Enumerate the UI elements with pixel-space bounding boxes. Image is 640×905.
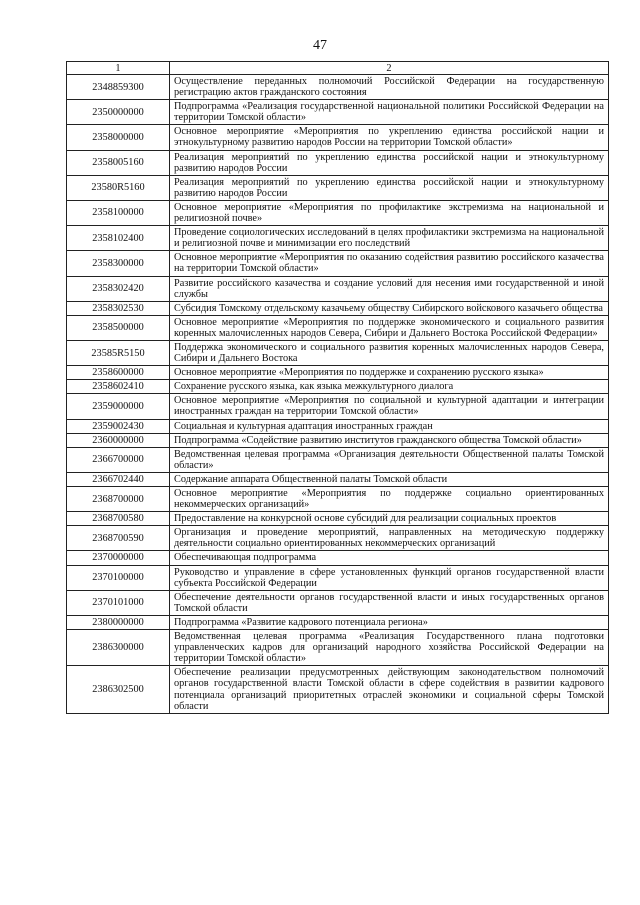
row-code: 2370100000	[67, 565, 170, 590]
table-row	[67, 75, 609, 100]
row-code: 2358100000	[67, 200, 170, 225]
table-row	[67, 226, 609, 251]
row-code: 2359000000	[67, 394, 170, 419]
table-row	[67, 276, 609, 301]
row-description: Обеспечивающая подпрограмма	[170, 551, 609, 565]
row-code: 2358000000	[67, 125, 170, 150]
table-row	[67, 487, 609, 512]
row-description: Обеспечение деятельности органов государственной власти и иных государственных органов Томской области	[170, 590, 609, 615]
row-description: Содержание аппарата Общественной палаты Томской области	[170, 472, 609, 486]
row-description: Подпрограмма «Развитие кадрового потенциала региона»	[170, 615, 609, 629]
row-code: 2348859300	[67, 75, 170, 100]
table-row	[67, 630, 609, 666]
row-code: 2358500000	[67, 315, 170, 340]
table-row	[67, 100, 609, 125]
row-description: Реализация мероприятий по укреплению единства российской нации и этнокультурному развитию народов России	[170, 150, 609, 175]
table-row	[67, 340, 609, 365]
row-code: 2358602410	[67, 380, 170, 394]
table-row	[67, 512, 609, 526]
table-row	[67, 125, 609, 150]
table-header-row	[67, 62, 609, 75]
row-code: 23585R5150	[67, 340, 170, 365]
table-row	[67, 301, 609, 315]
table-body	[67, 75, 609, 714]
table-row	[67, 150, 609, 175]
row-code: 2370101000	[67, 590, 170, 615]
row-description: Реализация мероприятий по укреплению единства российской нации и этнокультурному развитию народов России	[170, 175, 609, 200]
table-row	[67, 565, 609, 590]
row-description: Подпрограмма «Содействие развитию институтов гражданского общества Томской области»	[170, 433, 609, 447]
table-row	[67, 590, 609, 615]
row-code: 2358102400	[67, 226, 170, 251]
table-row	[67, 380, 609, 394]
row-description: Основное мероприятие «Мероприятия по укреплению единства российской нации и этнокультурному развитию народов России на территории Томской области»	[170, 125, 609, 150]
table-row	[67, 666, 609, 713]
table-row	[67, 175, 609, 200]
table-row	[67, 433, 609, 447]
row-description: Основное мероприятие «Мероприятия по поддержке социально ориентированных некоммерческих организаций»	[170, 487, 609, 512]
row-description: Поддержка экономического и социального развития коренных малочисленных народов Севера, Сибири и Дальнего Востока	[170, 340, 609, 365]
row-code: 2358300000	[67, 251, 170, 276]
row-code: 2368700000	[67, 487, 170, 512]
column-header-code: 1	[67, 62, 170, 75]
row-code: 2368700590	[67, 526, 170, 551]
table-row	[67, 447, 609, 472]
page-number: 47	[313, 38, 327, 53]
row-description: Развитие российского казачества и создание условий для несения ими государственной и иной службы	[170, 276, 609, 301]
row-code: 2380000000	[67, 615, 170, 629]
row-description: Основное мероприятие «Мероприятия по оказанию содействия развитию российского казачества на территории Томской области»	[170, 251, 609, 276]
row-description: Подпрограмма «Реализация государственной национальной политики Российской Федерации на территории Томской области»	[170, 100, 609, 125]
row-description: Социальная и культурная адаптация иностранных граждан	[170, 419, 609, 433]
row-description: Основное мероприятие «Мероприятия по поддержке и сохранению русского языка»	[170, 366, 609, 380]
table-row	[67, 315, 609, 340]
row-code: 2358005160	[67, 150, 170, 175]
row-code: 2386300000	[67, 630, 170, 666]
row-description: Субсидия Томскому отдельскому казачьему обществу Сибирского войскового казачьего общества	[170, 301, 609, 315]
row-code: 2366702440	[67, 472, 170, 486]
row-description: Ведомственная целевая программа «Реализация Государственного плана подготовки управленческих кадров для организаций народного хозяйства Российской Федерации на территории Томской области»	[170, 630, 609, 666]
row-description: Организация и проведение мероприятий, направленных на методическую поддержку деятельности социально ориентированных некоммерческих организаций	[170, 526, 609, 551]
row-code: 2370000000	[67, 551, 170, 565]
table-row	[67, 251, 609, 276]
table-row	[67, 551, 609, 565]
row-description: Основное мероприятие «Мероприятия по профилактике экстремизма на национальной и религиозной почве»	[170, 200, 609, 225]
table-row	[67, 419, 609, 433]
table-row	[67, 526, 609, 551]
row-code: 2350000000	[67, 100, 170, 125]
table-row	[67, 615, 609, 629]
row-description: Предоставление на конкурсной основе субсидий для реализации социальных проектов	[170, 512, 609, 526]
row-code: 2358302530	[67, 301, 170, 315]
row-description: Руководство и управление в сфере установленных функций органов государственной власти субъекта Российской Федерации	[170, 565, 609, 590]
row-description: Ведомственная целевая программа «Организация деятельности Общественной палаты Томской области»	[170, 447, 609, 472]
row-description: Сохранение русского языка, как языка межкультурного диалога	[170, 380, 609, 394]
classification-table	[66, 61, 609, 714]
row-code: 2360000000	[67, 433, 170, 447]
row-code: 23580R5160	[67, 175, 170, 200]
table-row	[67, 472, 609, 486]
row-code: 2358600000	[67, 366, 170, 380]
row-description: Осуществление переданных полномочий Российской Федерации на государственную регистрацию актов гражданского состояния	[170, 75, 609, 100]
row-code: 2358302420	[67, 276, 170, 301]
row-description: Проведение социологических исследований в целях профилактики экстремизма на национальной и религиозной почве и минимизации его последствий	[170, 226, 609, 251]
table-row	[67, 200, 609, 225]
table-row	[67, 394, 609, 419]
row-code: 2386302500	[67, 666, 170, 713]
row-description: Основное мероприятие «Мероприятия по поддержке экономического и социального развития коренных малочисленных народов Севера, Сибири и Дальнего Востока Российской Федерации»	[170, 315, 609, 340]
row-description: Обеспечение реализации предусмотренных действующим законодательством полномочий органов государственной власти Томской области в сфере содействия в развитии кадрового потенциала организаций приоритетных отраслей экономики и социальной сферы Томской области	[170, 666, 609, 713]
row-code: 2359002430	[67, 419, 170, 433]
row-description: Основное мероприятие «Мероприятия по социальной и культурной адаптации и интеграции иностранных граждан на территории Томской области»	[170, 394, 609, 419]
column-header-description: 2	[170, 62, 609, 75]
row-code: 2366700000	[67, 447, 170, 472]
table-row	[67, 366, 609, 380]
row-code: 2368700580	[67, 512, 170, 526]
